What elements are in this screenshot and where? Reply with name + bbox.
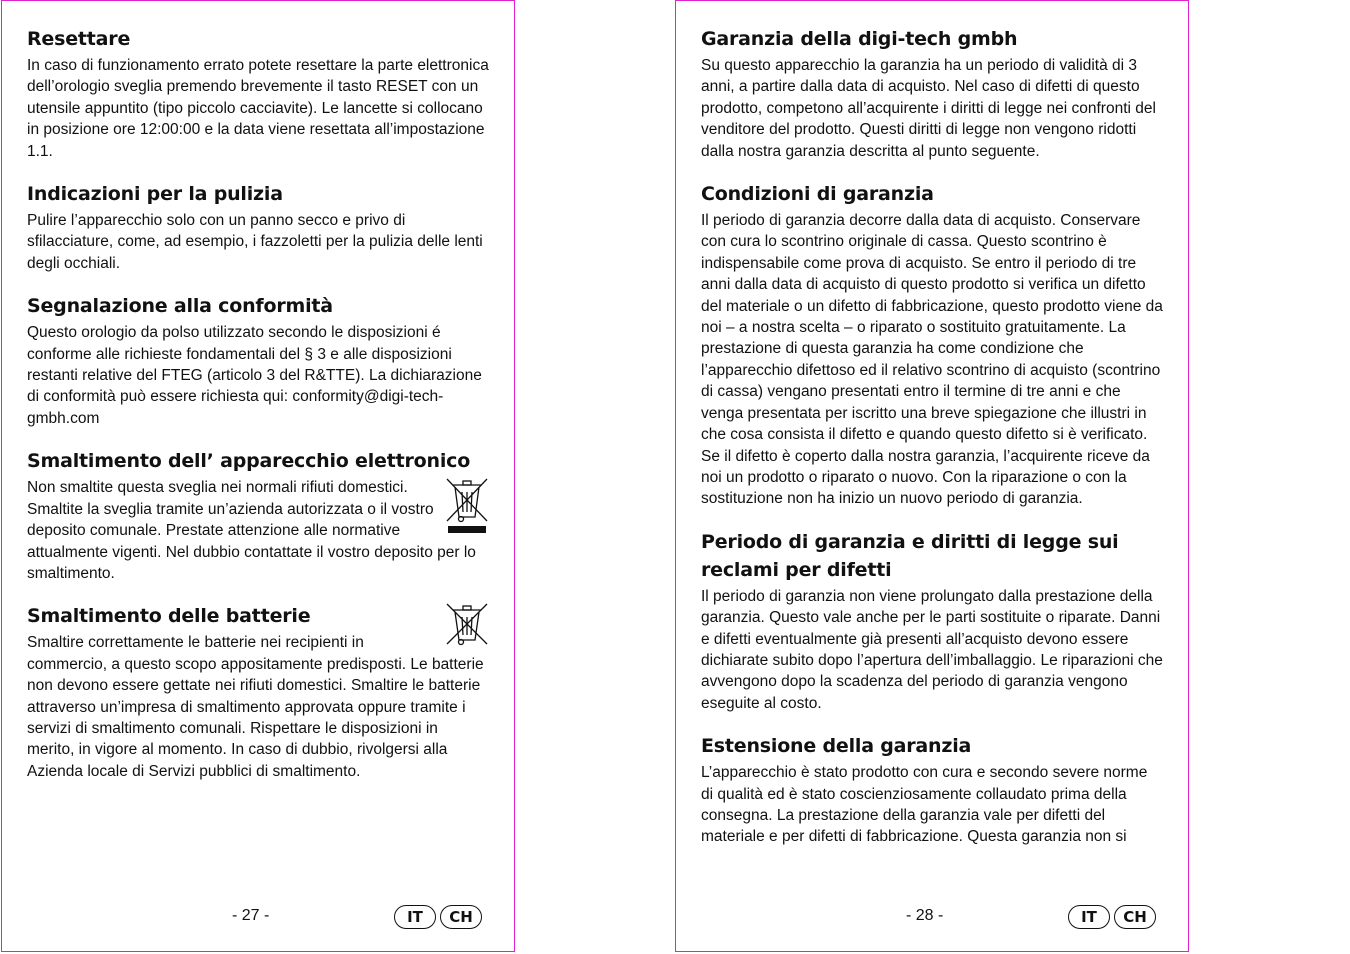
section-title: Indicazioni per la pulizia — [27, 183, 283, 206]
section-warranty-period — [701, 528, 1163, 714]
page-left — [1, 0, 515, 952]
section-device-disposal — [27, 447, 489, 584]
section-title: Garanzia della digi-tech gmbh — [701, 28, 1018, 50]
section-warranty — [701, 25, 1163, 162]
section-body: Il periodo di garanzia non viene prolungato dalla prestazione della garanzia. Questo vale anche per le parti sostituite o riparate. Danni e difetti eventualmente già presenti all’acquisto devono essere dichiarate subito dopo l’apertura dell’imballaggio. Le riparazioni che avvengono dopo la scadenza del periodo di garanzia vengono eseguite al costo. — [701, 587, 1163, 712]
page-content — [27, 25, 489, 800]
section-title: Condizioni di garanzia — [701, 183, 934, 206]
section-title: Segnalazione alla conformità — [27, 295, 333, 318]
section-warranty-extent — [701, 732, 1163, 848]
section-body: In caso di funzionamento errato potete resettare la parte elettronica dell’orologio sveglia premendo brevemente il tasto RESET con un utensile appuntito (tipo piccolo cacciavite). Le lancette si collocano in posizione ore 12:00:00 e la data viene resettata all’impostazione 1.1. — [27, 57, 489, 160]
section-body: Non smaltite questa sveglia nei normali rifiuti domestici. Smaltite la sveglia tramite un’azienda autorizzata o il vostro deposito comunale. Prestate attenzione alle normative attualmente vigenti. Nel dubbio contattate il vostro deposito per lo smaltimento. — [27, 479, 476, 582]
crossed-bin-icon — [445, 477, 489, 535]
language-badges — [1068, 905, 1156, 929]
language-badges — [394, 905, 482, 929]
section-battery-disposal — [27, 602, 489, 782]
section-body: Pulire l’apparecchio solo con un panno secco e privo di sfilacciature, come, ad esempio, i fazzoletti per la pulizia delle lenti degli occhiali. — [27, 212, 483, 272]
language-badge-it: IT — [1068, 905, 1110, 929]
section-warranty-conditions — [701, 180, 1163, 510]
crossed-bin-icon — [445, 602, 489, 646]
page-number: - 28 - — [906, 907, 944, 924]
section-reset — [27, 25, 489, 162]
section-body: Su questo apparecchio la garanzia ha un periodo di validità di 3 anni, a partire dalla data di acquisto. Nel caso di difetti di questo prodotto, competono all’acquirente i diritti di legge nei confronti del venditore del prodotto. Questi diritti di legge non vengono ridotti dalla nostra garanzia descritta al punto seguente. — [701, 57, 1156, 160]
page-right — [675, 0, 1189, 952]
language-badge-ch: CH — [440, 905, 482, 929]
section-cleaning — [27, 180, 489, 274]
page-content — [701, 25, 1163, 866]
section-body: L’apparecchio è stato prodotto con cura e secondo severe norme di qualità ed è stato coscienziosamente collaudato prima della consegna. La prestazione della garanzia vale per difetti del materiale e per difetti di fabbricazione. Questa garanzia non si — [701, 764, 1148, 846]
section-body: Il periodo di garanzia decorre dalla data di acquisto. Conservare con cura lo scontrino originale di cassa. Questo scontrino è indispensabile come prova di acquisto. Se entro il periodo di tre anni dalla data di acquisto di questo prodotto si verifica un difetto del materiale o un difetto di fabbricazione, questo prodotto viene da noi – a nostra scelta – o riparato o sostituito gratuitamente. La prestazione di questa garanzia ha come condizione che l’apparecchio difettoso ed il relativo scontrino di acquisto (scontrino di cassa) vengano presentati entro il termine di tre anni e che venga presentata per iscritto una breve spiegazione che illustri in che cosa consista il difetto e quando questo difetto si è verificato. Se il difetto è coperto dalla nostra garanzia, l’acquirente riceve da noi un prodotto o riparato o nuovo. Con la riparazione o con la sostituzione non ha inizio un nuovo periodo di garanzia. — [701, 212, 1163, 508]
section-body: Questo orologio da polso utilizzato secondo le disposizioni é conforme alle richieste fondamentali del § 3 e alle disposizioni restanti relative del FTEG (articolo 3 del R&TTE). La dichiarazione di conformità può essere richiesta qui: conformity@digi-tech-gmbh.com — [27, 324, 482, 427]
language-badge-ch: CH — [1114, 905, 1156, 929]
language-badge-it: IT — [394, 905, 436, 929]
section-title: Resettare — [27, 28, 131, 50]
section-title: Smaltimento delle batterie — [27, 605, 311, 628]
page-number: - 27 - — [232, 907, 270, 924]
section-title: Smaltimento dell’ apparecchio elettronico — [27, 450, 471, 473]
section-conformity — [27, 292, 489, 429]
section-title: Estensione della garanzia — [701, 735, 972, 758]
section-body: Smaltire correttamente le batterie nei recipienti in commercio, a questo scopo appositamente predisposti. Le batterie non devono essere gettate nei rifiuti domestici. Smaltire le batterie attraverso un’impresa di smaltimento approvata oppure tramite i servizi di smaltimento comunali. Rispettare le disposizioni in merito, in vigore al momento. In caso di dubbio, rivolgersi alla Azienda locale di Servizi pubblici di smaltimento. — [27, 634, 484, 780]
section-title: Periodo di garanzia e diritti di legge sui reclami per difetti — [701, 530, 1119, 581]
